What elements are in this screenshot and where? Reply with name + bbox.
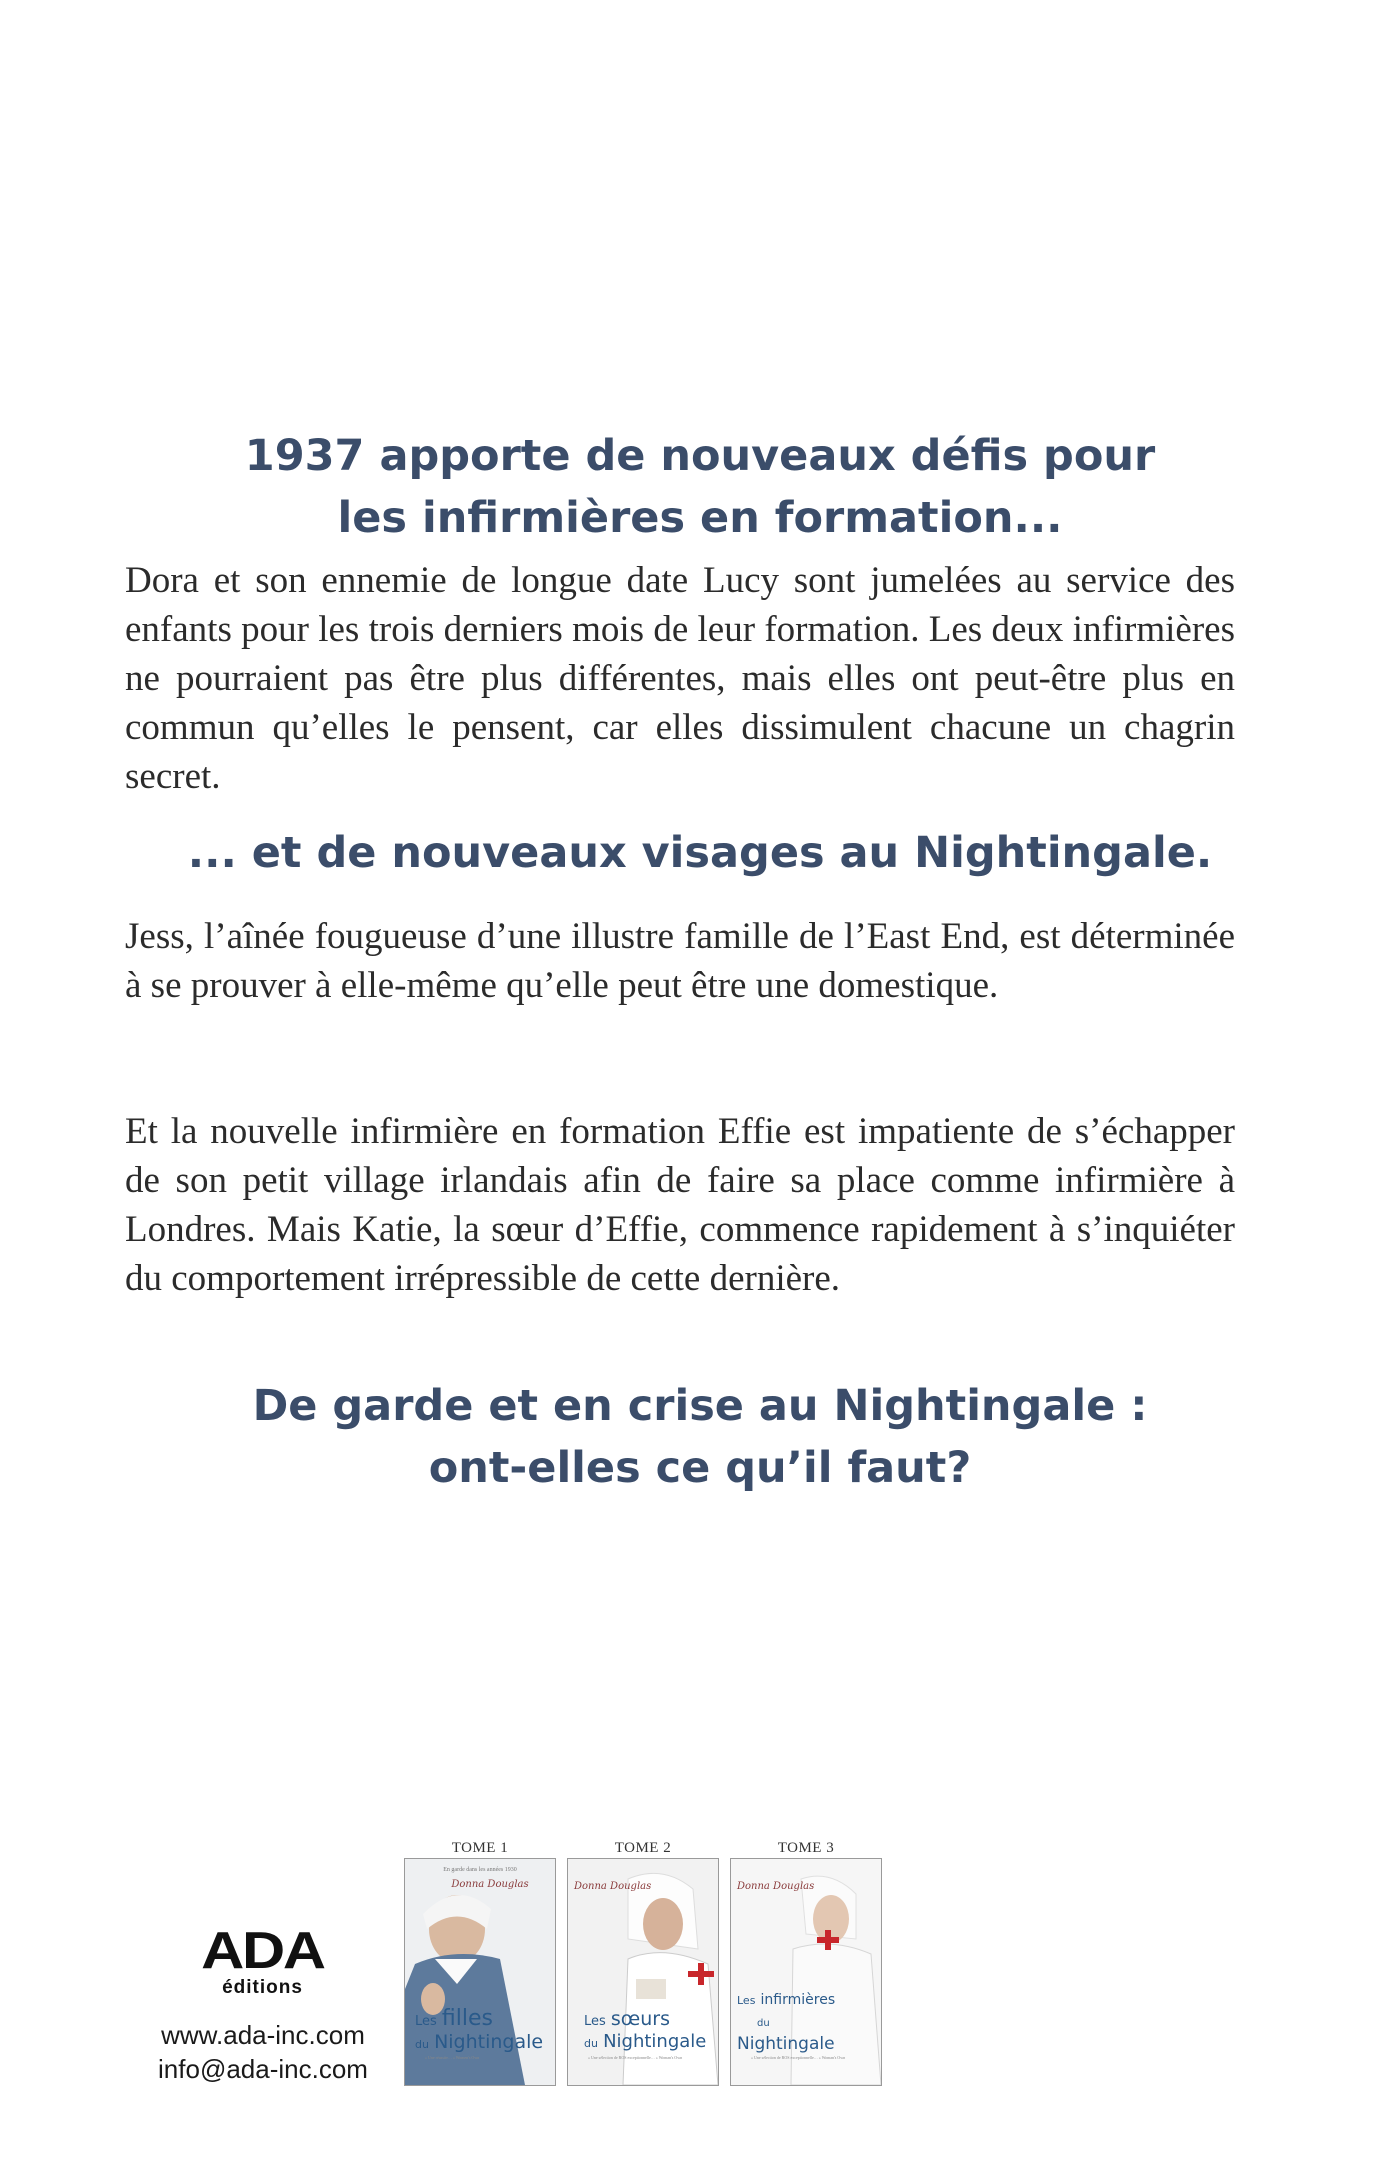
cover-title-part: filles bbox=[441, 2006, 493, 2031]
heading-closing bbox=[120, 1375, 1280, 1499]
heading-closing-line1: De garde et en crise au Nightingale : bbox=[252, 1381, 1148, 1431]
cover-image bbox=[404, 1858, 556, 2086]
cover-title-part: Les bbox=[737, 1994, 756, 2007]
tome-label: TOME 3 bbox=[777, 1840, 835, 1856]
book-cover-tome-3 bbox=[730, 1838, 882, 2086]
cover-title-part: Les bbox=[584, 2014, 606, 2029]
website-link[interactable]: www.ada-inc.com bbox=[161, 2020, 365, 2050]
cover-title-part: Les bbox=[415, 2014, 437, 2029]
cover-title-part: du bbox=[757, 2018, 770, 2029]
email-link[interactable]: info@ada-inc.com bbox=[158, 2054, 368, 2084]
cover-title bbox=[584, 2009, 718, 2054]
cover-image bbox=[730, 1858, 882, 2086]
cover-title-part: du bbox=[415, 2038, 429, 2051]
cover-tagline: En garde dans les années 1930 bbox=[443, 1867, 517, 1873]
cover-title-part: Nightingale bbox=[434, 2031, 544, 2053]
ada-logo-subtitle: éditions bbox=[222, 1977, 303, 1998]
cover-blurb: « Une sélection de ROS exceptionnelle… » Woman's Own bbox=[588, 2055, 683, 2060]
cover-title-part: du bbox=[584, 2037, 598, 2050]
cover-title-part: Nightingale bbox=[737, 2034, 835, 2054]
publisher-logo bbox=[120, 1922, 405, 1999]
cover-title-part: Nightingale bbox=[603, 2031, 707, 2052]
cover-blurb: « Une réussite… » Women's Own bbox=[425, 2055, 480, 2060]
cover-author: Donna Douglas bbox=[574, 1881, 652, 1892]
cover-author: Donna Douglas bbox=[451, 1879, 529, 1890]
ada-logo-text: ADA bbox=[201, 1922, 324, 1980]
cover-blurb: « Une sélection de ROS exceptionnelle… » Woman's Own bbox=[751, 2055, 846, 2060]
paragraph-dora-lucy: Dora et son ennemie de longue date Lucy sont jumelées au service des enfants pour les trois derniers mois de leur formation. Les deux infirmières ne pourraient pas être plus différentes, mais elles ont peut-être plus en commun qu’elles le pensent, car elles dissimulent chacune un chagrin secret. bbox=[125, 560, 1235, 797]
heading-intro-line1: 1937 apporte de nouveaux défis pour bbox=[244, 431, 1156, 481]
paragraph-effie-katie: Et la nouvelle infirmière en formation Effie est impatiente de s’échapper de son petit village irlandais afin de faire sa place comme infirmière à Londres. Mais Katie, la sœur d’Effie, commence rapidement à s’inquiéter du comportement irrépressible de cette dernière. bbox=[125, 1111, 1235, 1299]
cover-title-part: sœurs bbox=[610, 2008, 670, 2030]
cover-title-part: infirmières bbox=[760, 1992, 836, 2008]
heading-new-faces bbox=[120, 822, 1280, 884]
paragraph-jess: Jess, l’aînée fougueuse d’une illustre famille de l’East End, est déterminée à se prouver à elle-même qu’elle peut être une domestique. bbox=[125, 916, 1235, 1006]
publisher-contact bbox=[128, 2018, 398, 2086]
cover-image bbox=[567, 1858, 719, 2086]
heading-intro bbox=[120, 425, 1280, 549]
heading-closing-line2: ont-elles ce qu’il faut? bbox=[428, 1443, 972, 1493]
tome-label: TOME 1 bbox=[451, 1840, 509, 1856]
tome-label: TOME 2 bbox=[614, 1840, 672, 1856]
heading-intro-line2: les infirmières en formation... bbox=[337, 493, 1063, 543]
heading-new-faces-line: ... et de nouveaux visages au Nightingale. bbox=[187, 828, 1213, 878]
cover-title bbox=[737, 1989, 871, 2054]
book-cover-tome-1 bbox=[404, 1838, 556, 2086]
cover-title bbox=[415, 2006, 549, 2055]
book-cover-tome-2 bbox=[567, 1838, 719, 2086]
cover-author: Donna Douglas bbox=[737, 1881, 815, 1892]
